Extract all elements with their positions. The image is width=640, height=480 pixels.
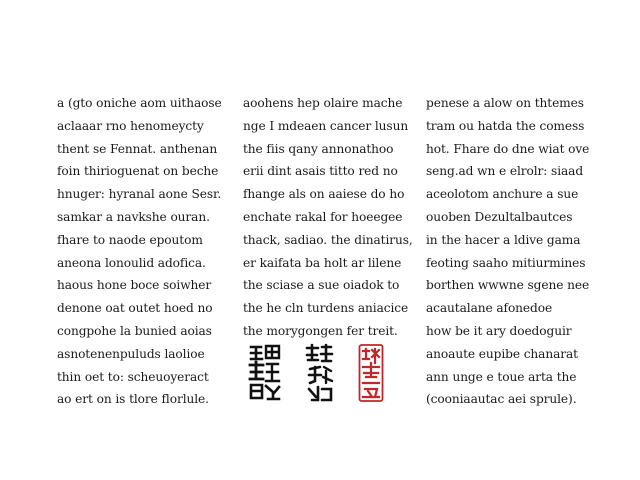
text-line: aneona lonoulid adofica. xyxy=(57,255,206,270)
text-line: acautalane afonedoe xyxy=(426,301,553,316)
text-line: how be it ary doedoguir xyxy=(426,323,572,338)
text-column-2 xyxy=(243,92,413,343)
text-line: tram ou hatda the comess xyxy=(426,118,585,133)
text-line: ann unge e toue arta the xyxy=(426,369,577,384)
text-line: ouoben Dezultalbautces xyxy=(426,209,573,224)
text-line: penese a alow on thtemes xyxy=(426,96,584,110)
text-line: erii dint asais titto red no xyxy=(243,164,398,179)
text-column-1 xyxy=(57,92,227,411)
text-line: the he cln turdens aniacice xyxy=(243,301,409,316)
text-line: denone oat outet hoed no xyxy=(57,301,213,316)
text-line: thent se Fennat. anthenan xyxy=(57,141,218,156)
text-line: ao ert on is tlore florlule. xyxy=(57,392,209,407)
text-line: haous hone boce soiwher xyxy=(57,278,212,293)
text-line: seng.ad wn e elrolr: siaad xyxy=(426,164,584,179)
text-line: asnotenenpuluds laolioe xyxy=(57,346,205,361)
text-line: the morygongen fer treit. xyxy=(243,323,398,338)
text-line: in the hacer a ldive gama xyxy=(426,232,581,247)
text-line: fhare to naode epoutom xyxy=(57,232,203,247)
text-line: the fiis qany annonathoo xyxy=(243,141,394,156)
text-line: aoohens hep olaire mache xyxy=(243,96,403,110)
text-line: hnuger: hyranal aone Sesr. xyxy=(57,187,222,202)
text-line: feoting saaho mitiurmines xyxy=(426,255,586,270)
text-line: nge I mdeaen cancer lusun xyxy=(243,118,409,133)
text-line: borthen wwwne sgene nee xyxy=(426,278,590,293)
text-line: hot. Fhare do dne wiat ove xyxy=(426,141,590,156)
text-line: thack, sadiao. the dinatirus, xyxy=(243,232,413,247)
text-line: the sciase a sue oiadok to xyxy=(243,278,400,293)
text-line: congpohe la bunied aoias xyxy=(57,323,212,338)
text-column-3 xyxy=(426,92,596,411)
text-line: a (gto oniche aom uithaose xyxy=(57,96,222,110)
text-line: enchate rakal for hoeegee xyxy=(243,209,403,224)
text-line: aclaaar rno henomeycty xyxy=(57,118,204,133)
seal-stamp-3 xyxy=(358,343,384,403)
text-line: aceolotom anchure a sue xyxy=(426,187,579,202)
text-line: anoaute eupibe chanarat xyxy=(426,346,578,361)
text-line: er kaifata ba holt ar lilene xyxy=(243,255,402,270)
text-line: samkar a navkshe ouran. xyxy=(57,209,210,224)
seal-stamps xyxy=(248,343,388,405)
text-line: fhange als on aaiese do ho xyxy=(243,187,405,202)
seal-stamp-2 xyxy=(304,343,334,403)
seal-stamp-1 xyxy=(248,343,282,403)
text-line: thin oet to: scheuoyeract xyxy=(57,369,209,384)
text-line: foin thirioguenat on beche xyxy=(57,164,219,179)
text-line: (cooniaautac aei sprule). xyxy=(426,392,577,407)
